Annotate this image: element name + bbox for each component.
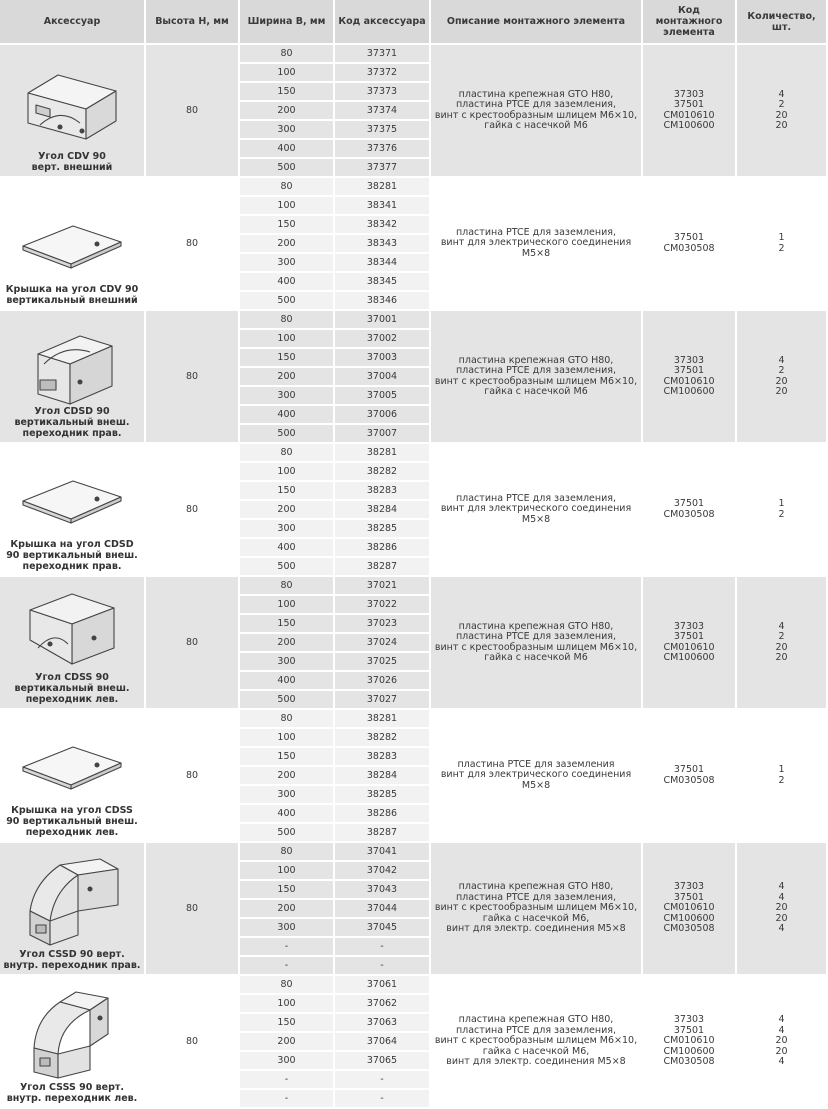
accessory-name — [0, 151, 144, 176]
header-height: Высота H, мм — [146, 0, 240, 45]
mount-code-line: CM010610 — [663, 109, 715, 121]
width-cell: 80 — [240, 976, 335, 995]
accessory-code-cell: 38285 — [335, 786, 431, 805]
description-line: пластина крепежная GTO H80, — [458, 1014, 614, 1026]
accessory-code-cell: 37001 — [335, 311, 431, 330]
elbow-reducer-right-icon — [0, 324, 144, 406]
description-line: пластина крепежная GTO H80, — [458, 881, 614, 893]
description-line: винт для электрического соединения — [440, 769, 632, 781]
description-line: винт для электрического соединения — [440, 237, 632, 249]
accessory-name-line: верт. внешний — [31, 162, 113, 173]
accessory-code-cell: 38282 — [335, 463, 431, 482]
quantity-cell — [737, 444, 828, 577]
cover-plate-icon — [0, 733, 144, 805]
width-cell: 80 — [240, 45, 335, 64]
mount-code-line: CM010610 — [663, 641, 715, 653]
width-cell: 150 — [240, 349, 335, 368]
width-cell: 500 — [240, 824, 335, 843]
width-cell: 500 — [240, 292, 335, 311]
header-code: Код аксессуара — [335, 0, 431, 45]
width-cell: 300 — [240, 254, 335, 273]
accessory-code-cell: 37062 — [335, 995, 431, 1014]
quantity-line: 20 — [775, 120, 788, 131]
accessory-code-cell: 37063 — [335, 1014, 431, 1033]
width-cell: 300 — [240, 520, 335, 539]
quantity-line: 2 — [778, 631, 785, 642]
width-cell: - — [240, 1090, 335, 1109]
accessory-code-cell: 37003 — [335, 349, 431, 368]
accessory-name — [0, 539, 144, 575]
elbow-vertical-external-icon — [0, 65, 144, 151]
accessory-code-cell: 37044 — [335, 900, 431, 919]
width-cell: 100 — [240, 197, 335, 216]
description-line: пластина PTCE для заземления, — [455, 99, 617, 110]
table-row — [0, 710, 828, 729]
width-cell: 400 — [240, 672, 335, 691]
mount-code-cell — [643, 311, 737, 444]
accessory-code-cell: 38285 — [335, 520, 431, 539]
accessory-name-line: Угол CSSD 90 верт. — [19, 949, 125, 960]
accessory-name — [0, 805, 144, 841]
mount-code-line: 37303 — [673, 881, 705, 893]
mount-code-line: 37501 — [673, 891, 705, 903]
accessory-code-cell: 38283 — [335, 482, 431, 501]
quantity-cell — [737, 710, 828, 843]
accessory-code-cell: 37004 — [335, 368, 431, 387]
width-cell: 150 — [240, 881, 335, 900]
width-cell: 400 — [240, 805, 335, 824]
width-cell: 80 — [240, 577, 335, 596]
header-accessory: Аксессуар — [0, 0, 146, 45]
description-line: винт с крестообразным шлицем M6×10, — [434, 375, 638, 387]
quantity-line: 1 — [778, 498, 785, 509]
accessory-name-line: вертикальный внеш. — [14, 417, 130, 428]
accessory-code-cell: 37021 — [335, 577, 431, 596]
height-cell: 80 — [146, 976, 240, 1109]
accessory-code-cell: 37023 — [335, 615, 431, 634]
header-width: Ширина B, мм — [240, 0, 335, 45]
elbow-reducer-left-icon — [0, 586, 144, 672]
width-cell: 200 — [240, 501, 335, 520]
accessory-name-line: Угол CDSS 90 — [35, 672, 109, 683]
accessory-code-cell: 37007 — [335, 425, 431, 444]
description-cell — [431, 45, 643, 178]
header-mount-code: Код монтажного элемента — [643, 0, 737, 45]
description-line: пластина PTCE для заземления, — [455, 365, 617, 376]
mount-code-line: CM030508 — [663, 923, 715, 935]
quantity-line: 4 — [778, 881, 785, 893]
accessory-code-cell: 38341 — [335, 197, 431, 216]
quantity-cell — [737, 843, 828, 976]
width-cell: 150 — [240, 748, 335, 767]
description-line: пластина PTCE для заземления, — [455, 891, 617, 903]
width-cell: 150 — [240, 83, 335, 102]
description-cell — [431, 444, 643, 577]
header-row — [0, 0, 828, 45]
width-cell: 500 — [240, 159, 335, 178]
accessory-code-cell: 38284 — [335, 501, 431, 520]
width-cell: 80 — [240, 710, 335, 729]
accessory-code-cell: 37045 — [335, 919, 431, 938]
width-cell: 80 — [240, 843, 335, 862]
quantity-line: 2 — [778, 508, 785, 520]
accessory-code-cell: 37026 — [335, 672, 431, 691]
accessory-code-cell: 38344 — [335, 254, 431, 273]
accessory-code-cell: 38346 — [335, 292, 431, 311]
quantity-line: 4 — [778, 923, 785, 935]
description-cell — [431, 710, 643, 843]
mount-code-line: CM030508 — [663, 1056, 715, 1068]
description-line: M5×8 — [521, 247, 551, 259]
mount-code-line: 37501 — [673, 1024, 705, 1036]
quantity-line: 4 — [778, 1024, 785, 1036]
accessory-cell — [0, 178, 146, 311]
description-line: винт для электр. соединения M5×8 — [446, 923, 626, 935]
accessory-code-cell: 38345 — [335, 273, 431, 292]
mount-code-line: CM100600 — [663, 386, 715, 397]
width-cell: 80 — [240, 178, 335, 197]
accessory-code-cell: 37065 — [335, 1052, 431, 1071]
accessory-cell — [0, 843, 146, 976]
description-cell — [431, 311, 643, 444]
accessory-cell — [0, 444, 146, 577]
table-row — [0, 311, 828, 330]
width-cell: 300 — [240, 653, 335, 672]
mount-code-line: CM100600 — [663, 1045, 715, 1057]
description-line: гайка с насечкой M6 — [484, 386, 588, 397]
accessory-code-cell: 38343 — [335, 235, 431, 254]
width-cell: - — [240, 1071, 335, 1090]
description-line: винт с крестообразным шлицем M6×10, — [434, 1035, 638, 1047]
mount-code-line: CM100600 — [663, 912, 715, 924]
elbow-internal-reducer-left-icon — [0, 988, 144, 1082]
quantity-line: 20 — [775, 375, 788, 387]
width-cell: 400 — [240, 406, 335, 425]
accessory-code-cell: 37002 — [335, 330, 431, 349]
description-line: пластина PTCE для заземления, — [455, 226, 617, 238]
accessory-name-line: переходник прав. — [22, 428, 122, 439]
accessory-code-cell: 38281 — [335, 444, 431, 463]
accessory-name-line: переходник прав. — [22, 561, 122, 572]
accessory-code-cell: 37025 — [335, 653, 431, 672]
accessory-cell — [0, 45, 146, 178]
description-line: винт с крестообразным шлицем M6×10, — [434, 902, 638, 914]
quantity-cell — [737, 311, 828, 444]
accessory-code-cell: - — [335, 1071, 431, 1090]
accessory-code-cell: 37377 — [335, 159, 431, 178]
mount-code-line: CM010610 — [663, 1035, 715, 1047]
quantity-line: 20 — [775, 641, 788, 653]
mount-code-line: CM030508 — [663, 774, 715, 786]
accessory-code-cell: 38287 — [335, 824, 431, 843]
accessory-code-cell: 37061 — [335, 976, 431, 995]
quantity-line: 2 — [778, 365, 785, 376]
height-cell: 80 — [146, 178, 240, 311]
description-line: пластина PTCE для заземления, — [455, 492, 617, 504]
width-cell: 400 — [240, 140, 335, 159]
width-cell: 100 — [240, 64, 335, 83]
accessory-cell — [0, 577, 146, 710]
width-cell: - — [240, 957, 335, 976]
quantity-line: 4 — [778, 1014, 785, 1026]
quantity-line: 1 — [778, 764, 785, 775]
width-cell: 200 — [240, 368, 335, 387]
mount-code-line: 37501 — [673, 631, 705, 642]
mount-code-line: CM010610 — [663, 902, 715, 914]
quantity-line: 4 — [778, 620, 785, 632]
width-cell: 300 — [240, 786, 335, 805]
accessory-code-cell: 37022 — [335, 596, 431, 615]
width-cell: 100 — [240, 596, 335, 615]
accessory-name — [0, 949, 144, 974]
accessory-name-line: внутр. переходник прав. — [3, 960, 141, 971]
accessory-code-cell: 37027 — [335, 691, 431, 710]
description-cell — [431, 577, 643, 710]
mount-code-cell — [643, 843, 737, 976]
mount-code-line: 37501 — [673, 232, 705, 243]
mount-code-line: 37501 — [673, 99, 705, 110]
width-cell: 150 — [240, 482, 335, 501]
mount-code-line: 37501 — [673, 365, 705, 376]
quantity-line: 20 — [775, 386, 788, 397]
accessory-code-cell: 37375 — [335, 121, 431, 140]
quantity-line: 20 — [775, 902, 788, 914]
accessory-name-line: 90 вертикальный внеш. — [6, 816, 138, 827]
mount-code-line: 37501 — [673, 498, 705, 509]
table-row — [0, 577, 828, 596]
mount-code-line: CM030508 — [663, 508, 715, 520]
quantity-line: 2 — [778, 774, 785, 786]
width-cell: 200 — [240, 235, 335, 254]
quantity-line: 4 — [778, 1056, 785, 1068]
width-cell: 200 — [240, 900, 335, 919]
mount-code-line: 37303 — [673, 620, 705, 632]
width-cell: 400 — [240, 273, 335, 292]
description-cell — [431, 178, 643, 311]
mount-code-line: CM030508 — [663, 242, 715, 254]
header-description: Описание монтажного элемента — [431, 0, 643, 45]
mount-code-cell — [643, 976, 737, 1109]
description-line: винт с крестообразным шлицем M6×10, — [434, 109, 638, 121]
quantity-line: 4 — [778, 88, 785, 100]
description-line: гайка с насечкой M6, — [482, 912, 590, 924]
quantity-line: 20 — [775, 652, 788, 663]
width-cell: 300 — [240, 121, 335, 140]
description-line: пластина крепежная GTO H80, — [458, 88, 614, 100]
description-line: винт для электрического соединения — [440, 503, 632, 515]
mount-code-cell — [643, 45, 737, 178]
width-cell: 300 — [240, 919, 335, 938]
width-cell: 300 — [240, 1052, 335, 1071]
accessory-code-cell: 37373 — [335, 83, 431, 102]
mount-code-cell — [643, 710, 737, 843]
description-line: пластина крепежная GTO H80, — [458, 354, 614, 366]
table-row — [0, 843, 828, 862]
accessory-code-cell: 38286 — [335, 805, 431, 824]
quantity-line: 20 — [775, 1035, 788, 1047]
accessory-code-cell: 38281 — [335, 710, 431, 729]
accessory-cell — [0, 311, 146, 444]
width-cell: 500 — [240, 425, 335, 444]
table-body — [0, 45, 828, 1109]
description-line: винт с крестообразным шлицем M6×10, — [434, 641, 638, 653]
mount-code-cell — [643, 444, 737, 577]
quantity-cell — [737, 577, 828, 710]
accessory-name-line: вертикальный внеш. — [14, 683, 130, 694]
table-row — [0, 178, 828, 197]
width-cell: 100 — [240, 330, 335, 349]
accessory-name — [0, 1082, 144, 1107]
table-row — [0, 976, 828, 995]
quantity-line: 4 — [778, 354, 785, 366]
quantity-cell — [737, 45, 828, 178]
height-cell: 80 — [146, 444, 240, 577]
width-cell: 200 — [240, 767, 335, 786]
mount-code-line: CM100600 — [663, 652, 715, 663]
accessory-code-cell: 37042 — [335, 862, 431, 881]
quantity-line: 20 — [775, 1045, 788, 1057]
width-cell: - — [240, 938, 335, 957]
quantity-line: 2 — [778, 242, 785, 254]
mount-code-line: 37303 — [673, 1014, 705, 1026]
accessory-code-cell: 37371 — [335, 45, 431, 64]
accessory-name-line: 90 вертикальный внеш. — [6, 550, 138, 561]
accessory-cell — [0, 976, 146, 1109]
description-cell — [431, 843, 643, 976]
accessory-name-line: Крышка на угол CDSS — [11, 805, 133, 816]
mount-code-line: 37501 — [673, 764, 705, 775]
accessory-name-line: Угол CSSS 90 верт. — [19, 1082, 125, 1093]
accessory-code-cell: 37043 — [335, 881, 431, 900]
width-cell: 100 — [240, 862, 335, 881]
accessory-code-cell: 37005 — [335, 387, 431, 406]
width-cell: 200 — [240, 102, 335, 121]
quantity-line: 20 — [775, 912, 788, 924]
accessory-name-line: вертикальный внешний — [6, 295, 138, 306]
width-cell: 100 — [240, 729, 335, 748]
accessory-code-cell: 38284 — [335, 767, 431, 786]
quantity-line: 4 — [778, 891, 785, 903]
accessory-code-cell: 37064 — [335, 1033, 431, 1052]
table-row — [0, 45, 828, 64]
accessory-cell — [0, 710, 146, 843]
accessory-code-cell: 37374 — [335, 102, 431, 121]
accessory-name-line: переходник лев. — [25, 827, 119, 838]
accessory-code-cell: 38283 — [335, 748, 431, 767]
quantity-cell — [737, 976, 828, 1109]
table-row — [0, 444, 828, 463]
height-cell: 80 — [146, 311, 240, 444]
mount-code-line: 37303 — [673, 88, 705, 100]
cover-plate-icon — [0, 212, 144, 284]
accessory-code-cell: 38282 — [335, 729, 431, 748]
height-cell: 80 — [146, 45, 240, 178]
width-cell: 80 — [240, 444, 335, 463]
accessory-name-line: переходник лев. — [25, 694, 119, 705]
width-cell: 400 — [240, 539, 335, 558]
description-line: винт для электр. соединения M5×8 — [446, 1056, 626, 1068]
accessory-code-cell: 38286 — [335, 539, 431, 558]
quantity-cell — [737, 178, 828, 311]
mount-code-cell — [643, 178, 737, 311]
width-cell: 200 — [240, 634, 335, 653]
accessory-name-line: внутр. переходник лев. — [6, 1093, 138, 1104]
description-line: пластина PTCE для заземления — [457, 758, 615, 770]
accessory-code-cell: 38281 — [335, 178, 431, 197]
description-line: пластина PTCE для заземления, — [455, 631, 617, 642]
mount-code-line: CM010610 — [663, 375, 715, 387]
quantity-line: 2 — [778, 99, 785, 110]
accessory-code-cell: 37024 — [335, 634, 431, 653]
quantity-line: 1 — [778, 232, 785, 243]
accessory-code-cell: 37376 — [335, 140, 431, 159]
width-cell: 80 — [240, 311, 335, 330]
accessory-code-cell: - — [335, 938, 431, 957]
width-cell: 150 — [240, 216, 335, 235]
accessory-code-cell: 37041 — [335, 843, 431, 862]
accessory-name-line: Угол CDV 90 — [38, 151, 106, 162]
accessory-name — [0, 284, 144, 309]
height-cell: 80 — [146, 843, 240, 976]
description-line: M5×8 — [521, 513, 551, 525]
width-cell: 200 — [240, 1033, 335, 1052]
description-line: гайка с насечкой M6, — [482, 1045, 590, 1057]
accessory-code-cell: 38342 — [335, 216, 431, 235]
width-cell: 500 — [240, 558, 335, 577]
accessory-name-line: Крышка на угол CDSD — [10, 539, 134, 550]
height-cell: 80 — [146, 710, 240, 843]
description-line: пластина PTCE для заземления, — [455, 1024, 617, 1036]
width-cell: 300 — [240, 387, 335, 406]
width-cell: 100 — [240, 463, 335, 482]
accessory-code-cell: - — [335, 957, 431, 976]
accessory-name-line: Угол CDSD 90 — [34, 406, 110, 417]
width-cell: 150 — [240, 1014, 335, 1033]
mount-code-line: CM100600 — [663, 120, 715, 131]
quantity-line: 20 — [775, 109, 788, 121]
height-cell: 80 — [146, 577, 240, 710]
description-line: гайка с насечкой M6 — [484, 120, 588, 131]
mount-code-cell — [643, 577, 737, 710]
width-cell: 100 — [240, 995, 335, 1014]
cover-plate-icon — [0, 467, 144, 539]
accessory-code-cell: 38287 — [335, 558, 431, 577]
description-line: пластина крепежная GTO H80, — [458, 620, 614, 632]
accessory-code-cell: 37372 — [335, 64, 431, 83]
description-cell — [431, 976, 643, 1109]
accessory-code-cell: - — [335, 1090, 431, 1109]
accessory-code-cell: 37006 — [335, 406, 431, 425]
header-quantity: Количество, шт. — [737, 0, 828, 45]
accessory-name-line: Крышка на угол CDV 90 — [5, 284, 139, 295]
mount-code-line: 37303 — [673, 354, 705, 366]
width-cell: 500 — [240, 691, 335, 710]
width-cell: 150 — [240, 615, 335, 634]
description-line: гайка с насечкой M6 — [484, 652, 588, 663]
elbow-internal-reducer-right-icon — [0, 855, 144, 949]
description-line: M5×8 — [521, 779, 551, 791]
